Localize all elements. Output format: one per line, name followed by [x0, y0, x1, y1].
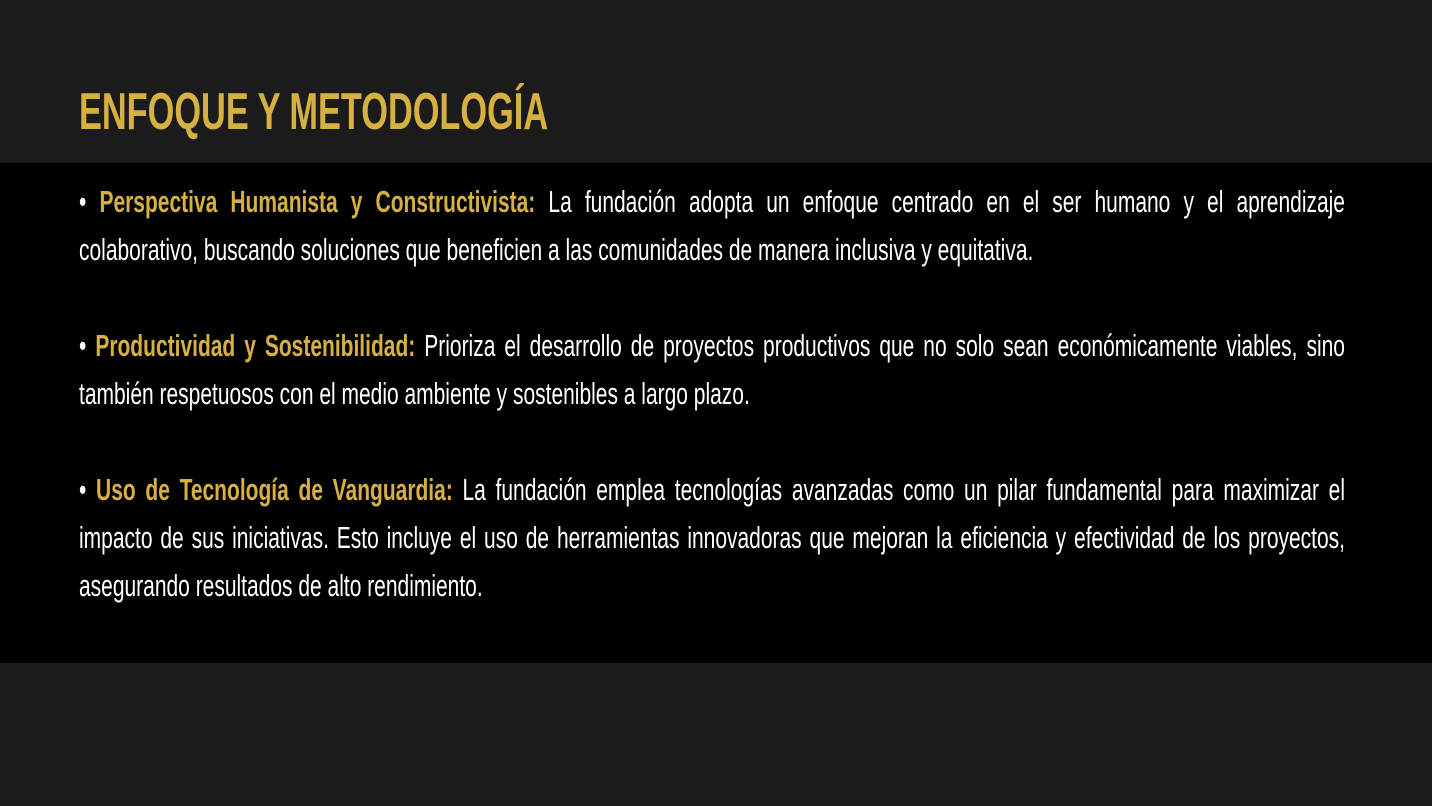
- bullet-item: [79, 466, 1345, 658]
- slide-title: ENFOQUE Y METODOLOGÍA: [79, 83, 549, 141]
- bullet-list: [79, 178, 1345, 658]
- bullet-separator: :: [528, 184, 536, 219]
- bullet-item: [79, 178, 1345, 322]
- bullet-term: Productividad y Sostenibilidad:: [95, 328, 416, 363]
- bullet-term: Perspectiva Humanista y Constructivista: [99, 184, 529, 219]
- content-area: [79, 178, 1345, 658]
- bullet-item: [79, 322, 1345, 466]
- bullet-description: La fundación emplea tecnologías avanzadas como un pilar fundamental para maximizar el impacto de sus iniciativas. Esto incluye el uso de herramientas innovadoras que mejoran la eficiencia y efectividad de los proyectos, asegurando resultados de alto rendimiento.: [79, 472, 1345, 603]
- bullet-paragraph: [79, 322, 1345, 418]
- bullet-paragraph: [79, 178, 1345, 274]
- bullet-marker: •: [79, 328, 87, 363]
- bullet-paragraph: [79, 466, 1345, 610]
- bullet-term: Uso de Tecnología de Vanguardia:: [96, 472, 453, 507]
- bullet-marker: •: [79, 472, 87, 507]
- bullet-description: La fundación adopta un enfoque centrado en el ser humano y el aprendizaje colaborativo, buscando soluciones que beneficien a las comunidades de manera inclusiva y equitativa.: [79, 184, 1345, 267]
- bullet-description: Prioriza el desarrollo de proyectos productivos que no solo sean económicamente viables, sino también respetuosos con el medio ambiente y sostenibles a largo plazo.: [79, 328, 1345, 411]
- bullet-marker: •: [79, 184, 87, 219]
